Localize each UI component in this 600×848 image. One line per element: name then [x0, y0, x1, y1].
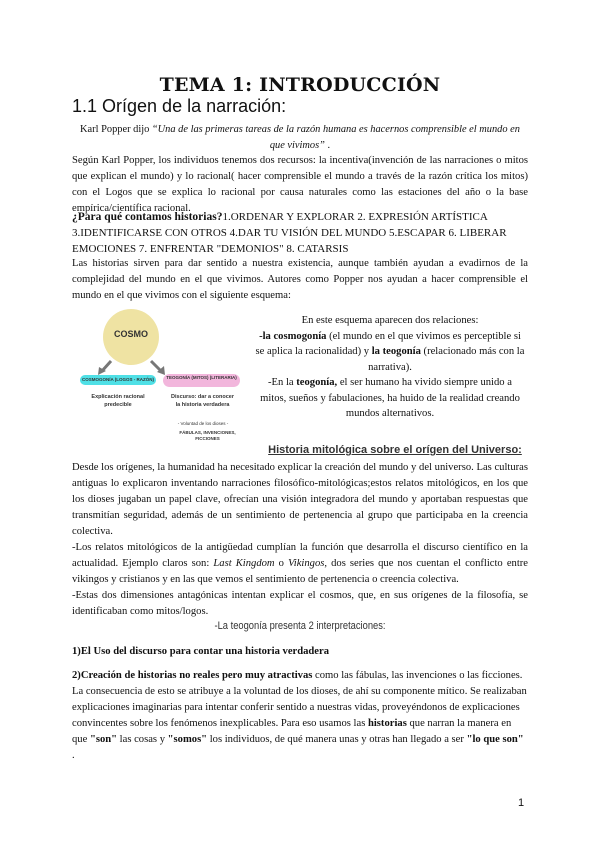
text-d: los individuos, de qué manera unas y otras han llegado a ser: [207, 734, 467, 745]
text-e: .: [72, 750, 75, 761]
term-somos: "somos": [167, 734, 208, 745]
series-last-kingdom: Last Kingdom: [213, 558, 275, 569]
cosmogonia-text: Explicación racional predecible: [91, 394, 145, 408]
series-vikingos: Vikingos: [288, 558, 325, 569]
page-number: 1: [518, 797, 525, 809]
quote-end: .: [324, 140, 331, 151]
paragraph-why-stories: [72, 209, 528, 257]
popper-quote: [72, 122, 528, 154]
paragraph-popper: Según Karl Popper, los individuos tenemos dos recursos: la incentiva(invención de las narraciones o mitos que explican el mundo) y lo racional( hacer comprensible el mundo a través de la razón crítica los mitos) con el Logos que se explica lo racional por causa naturales como las estaciones del año o la base empírica/científica racional.: [72, 155, 528, 214]
teogonia-note: - Voluntad de los dioses -: [177, 421, 229, 426]
cosmogonia-desc: (el mundo en el que vivimos es perceptible si se aplica la racionalidad) y: [255, 330, 521, 357]
arrows: [75, 305, 250, 385]
text-c: las cosas y: [117, 734, 168, 745]
text-b: que narran la manera en que: [72, 718, 512, 745]
teogonia-heading: -La teogonía presenta 2 interpretaciones:: [214, 620, 386, 632]
teogonia-lead: -En la: [268, 377, 297, 388]
teogonia-term: la teogonía: [371, 346, 421, 357]
teogonia-desc: (relacionado más con la narrativa).: [368, 346, 525, 373]
myths-text: -Los relatos mitológicos de la antigüedad cumplían la función que desarrolla el discurso científico en la actualidad. Ejemplo claros son:: [72, 542, 528, 569]
term-lo-que-son: "lo que son": [466, 734, 524, 745]
cosmogonia-pill: COSMOGONÍA (LOGOS - RAZÓN): [80, 375, 156, 385]
teogonia-term-2: teogonía,: [296, 377, 338, 388]
cosmo-diagram: [75, 305, 250, 440]
schema-explanation: [255, 313, 525, 422]
mythology-heading: Historia mitológica sobre el orígen del Universo:: [268, 444, 522, 456]
term-son: "son": [89, 734, 118, 745]
teogonia-list: FÁBULAS, INVENCIONES, FICCIONES: [179, 430, 236, 441]
quote-text: “Una de las primeras tareas de la razón humana es hacernos comprensible el mundo en que vivimos”: [151, 124, 520, 151]
why-stories-question: ¿Para qué contamos historias?: [72, 211, 223, 223]
teogonia-text: Discurso: dar a conocer la historia verdadera: [171, 394, 234, 408]
term-historias: historias: [367, 718, 407, 729]
cosmo-label: COSMO: [113, 329, 148, 339]
interpretation-1: 1)El Uso del discurso para contar una historia verdadera: [72, 646, 330, 657]
teogonia-pill: TEOGONÍA (MITOS) (LITERARIA): [163, 374, 240, 387]
interpretation-2: [72, 668, 528, 764]
myths-text-end: , dos series que nos cuentan el conflicto entre vikingos y cristianos y en las que vemos el sentimiento de pertenencia o creencia colectiva.: [72, 558, 528, 585]
interpretation-2-text: como las fábulas, las invenciones o las ficciones. La consecuencia de esto se atribuye a la voluntad de los dioses, de ahí su componente mítico. Se realizaban explicaciones imaginarias para intentar conferir sentido a nuestras vidas, proveyéndonos de explicaciones convincentes sobre los fenómenos inexplicables. Para eso usamos las: [72, 670, 527, 729]
page-title: TEMA 1: INTRODUCCIÓN: [159, 74, 441, 96]
paragraph-origins: Desde los orígenes, la humanidad ha necesitado explicar la creación del mundo y del universo. Las culturas antiguas lo explicaron inventando narraciones filosófico-mitológicas;estos relatos mitológicos, en los que los dioses jugaban un papel clave, ofrecían una visión integradora del mundo y aportaban respuestas que transmitían seguridad, además de un sentimiento de pertenencia al grupo que participaba en la creencia colectiva.: [72, 462, 528, 537]
arrow-right-icon: [151, 361, 161, 371]
paragraph-myths: [72, 540, 528, 588]
paragraph-dimensions: -Estas dos dimensiones antagónicas intentan explicar el cosmos, que, en sus orígenes de la filosofía, se identificaban como mitos/logos.: [72, 590, 528, 617]
why-stories-list: 1.ORDENAR Y EXPLORAR 2. EXPRESIÓN ARTÍSTICA 3.IDENTIFICARSE CON OTROS 4.DAR TU VISIÓN DEL MUNDO 5.ESCAPAR 6. LIBERAR EMOCIONES 7. ENFRENTAR "DEMONIOS" 8. CATARSIS: [72, 211, 507, 255]
schema-intro: En este esquema aparecen dos relaciones:: [301, 315, 479, 326]
myths-or: o: [274, 558, 289, 569]
quote-lead: Karl Popper dijo: [80, 124, 152, 135]
paragraph-stories: Las historias sirven para dar sentido a nuestra existencia, aunque también ayudan a evadirnos de la complejidad del mundo en el que vivimos. Autores como Popper nos ayudan a hacer comprensible el mundo en el que vivimos con el siguiente esquema:: [72, 258, 528, 301]
teogonia-desc-2: el ser humano ha vivido siempre unido a mitos, sueños y fabulaciones, ha huido de la realidad creando mundos alternativos.: [260, 377, 520, 419]
interpretation-2-title: 2)Creación de historias no reales pero muy atractivas: [72, 670, 313, 681]
section-heading: 1.1 Orígen de la narración:: [72, 96, 287, 116]
cosmogonia-term: -la cosmogonía: [259, 330, 327, 342]
